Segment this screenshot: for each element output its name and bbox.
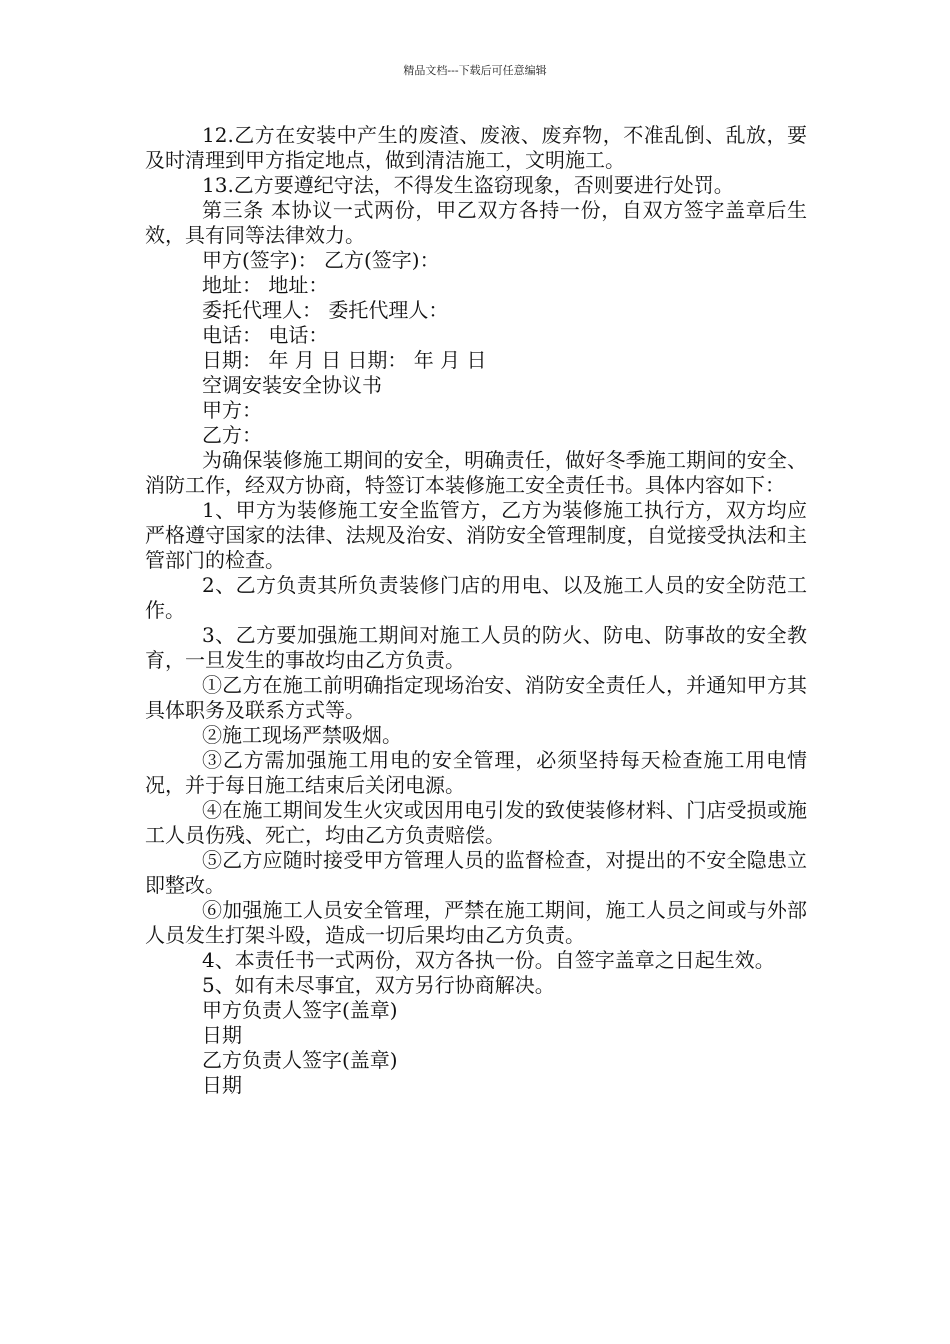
paragraph-subitem-6: ⑥加强施工人员安全管理，严禁在施工期间，施工人员之间或与外部人员发生打架斗殴，造成一切后果均由乙方负责。 xyxy=(145,898,807,947)
paragraph-subitem-5: ⑤乙方应随时接受甲方管理人员的监督检查，对提出的不安全隐患立即整改。 xyxy=(145,848,807,897)
paragraph-clause-12: 12.乙方在安装中产生的废渣、废液、废弃物，不准乱倒、乱放，要及时清理到甲方指定地点，做到清洁施工，文明施工。 xyxy=(145,123,807,172)
signature-line-phone: 电话： 电话： xyxy=(202,323,329,347)
party-a-date: 日期 xyxy=(202,1023,242,1047)
paragraph-item-2: 2、乙方负责其所负责装修门店的用电、以及施工人员的安全防范工作。 xyxy=(145,573,807,622)
paragraph-subitem-1: ①乙方在施工前明确指定现场治安、消防安全责任人，并通知甲方其具体职务及联系方式等。 xyxy=(145,673,807,722)
paragraph-subitem-4: ④在施工期间发生火灾或因用电引发的致使装修材料、门店受损或施工人员伤残、死亡，均由乙方负责赔偿。 xyxy=(145,798,807,847)
paragraph-clause-13: 13.乙方要遵纪守法，不得发生盗窃现象，否则要进行处罚。 xyxy=(202,173,734,197)
paragraph-item-4: 4、本责任书一式两份，双方各执一份。自签字盖章之日起生效。 xyxy=(202,948,775,972)
document-body xyxy=(145,123,807,1098)
party-b-date: 日期 xyxy=(202,1073,242,1097)
paragraph-item-1: 1、甲方为装修施工安全监管方，乙方为装修施工执行方，双方均应严格遵守国家的法律、法规及治安、消防安全管理制度，自觉接受执法和主管部门的检查。 xyxy=(145,498,807,572)
paragraph-subitem-3: ③乙方需加强施工用电的安全管理，必须坚持每天检查施工用电情况，并于每日施工结束后关闭电源。 xyxy=(145,748,807,797)
paragraph-article-3: 第三条 本协议一式两份，甲乙双方各持一份，自双方签字盖章后生效，具有同等法律效力。 xyxy=(145,198,807,247)
signature-line-parties: 甲方(签字)： 乙方(签字)： xyxy=(202,248,440,272)
paragraph-item-3: 3、乙方要加强施工期间对施工人员的防火、防电、防事故的安全教育，一旦发生的事故均由乙方负责。 xyxy=(145,623,807,672)
paragraph-intro: 为确保装修施工期间的安全，明确责任，做好冬季施工期间的安全、消防工作，经双方协商，特签订本装修施工安全责任书。具体内容如下： xyxy=(145,448,807,497)
party-b-signature: 乙方负责人签字(盖章) xyxy=(202,1048,398,1072)
party-b-line: 乙方： xyxy=(202,423,262,447)
page-header: 精品文档---下载后可任意编辑 xyxy=(403,64,547,77)
party-a-signature: 甲方负责人签字(盖章) xyxy=(202,998,398,1022)
paragraph-subitem-2: ②施工现场严禁吸烟。 xyxy=(202,723,402,747)
paragraph-item-5: 5、如有未尽事宜，双方另行协商解决。 xyxy=(202,973,555,997)
signature-line-address: 地址： 地址： xyxy=(202,273,329,297)
document-title: 空调安装安全协议书 xyxy=(202,373,382,397)
signature-line-agent: 委托代理人： 委托代理人： xyxy=(202,298,449,322)
signature-line-date: 日期： 年 月 日 日期： 年 月 日 xyxy=(202,348,487,372)
party-a-line: 甲方： xyxy=(202,398,262,422)
